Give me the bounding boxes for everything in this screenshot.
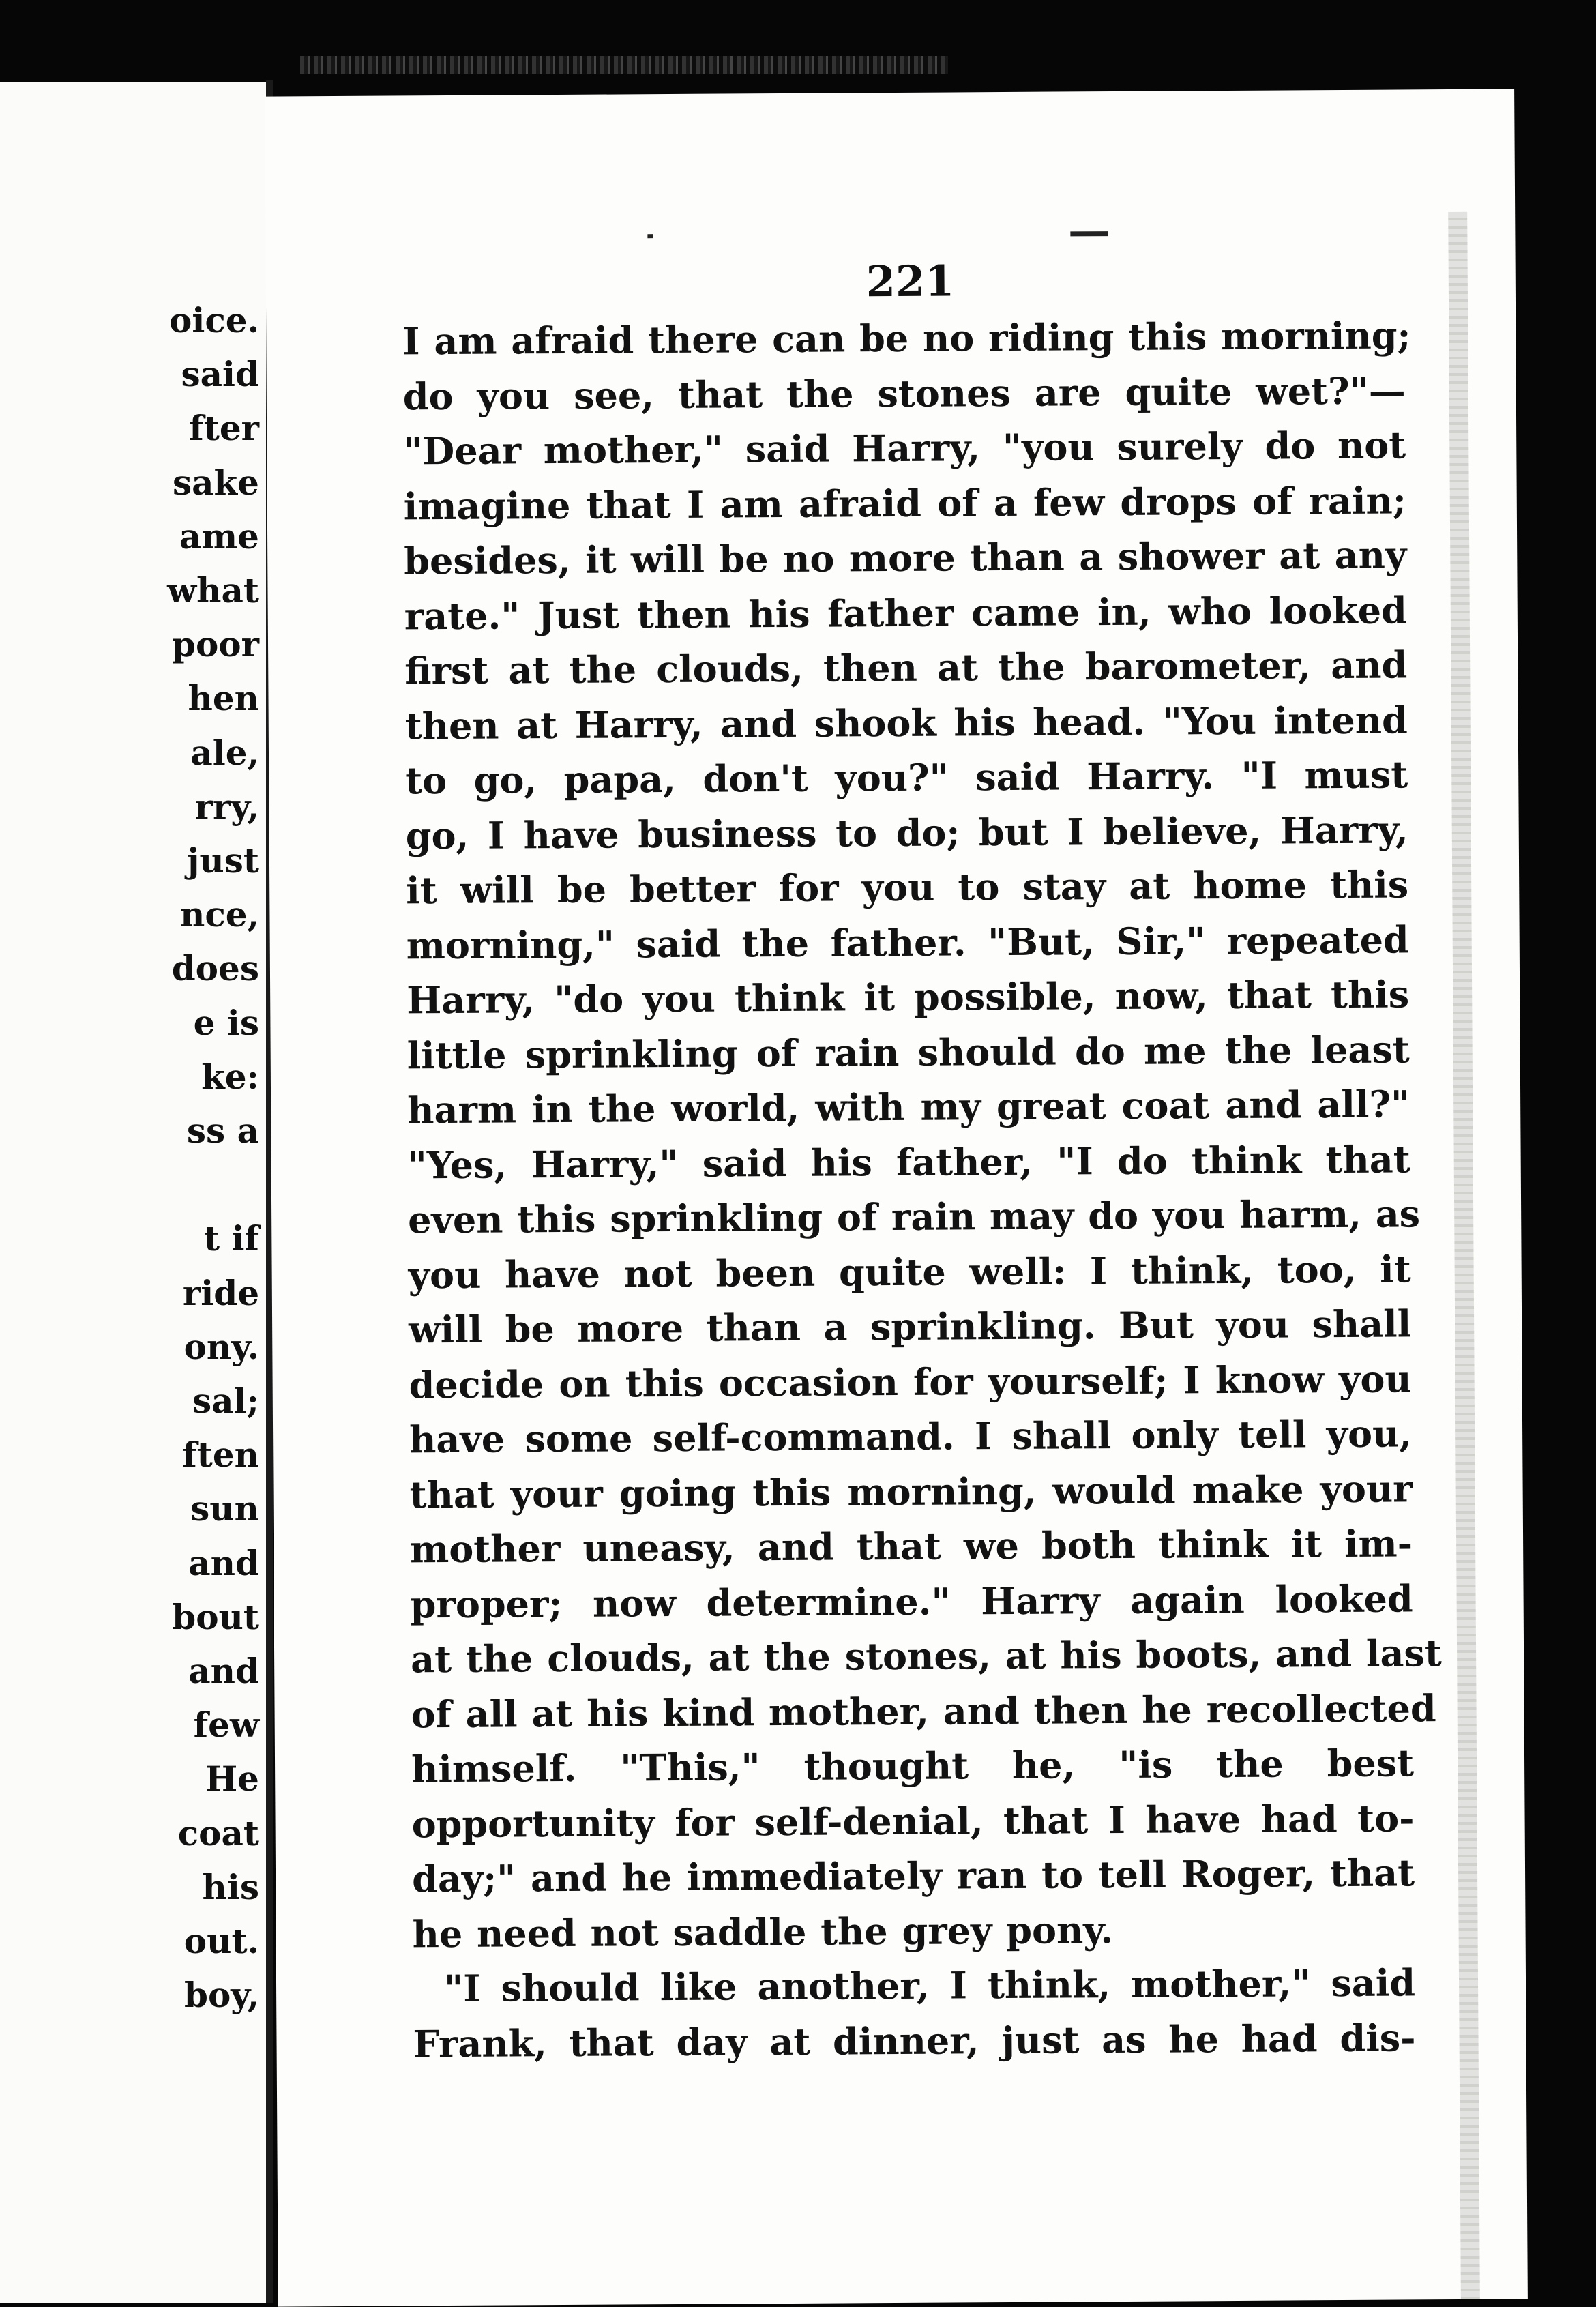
left-page-fragment: just xyxy=(187,840,259,881)
page-edge-stack xyxy=(1448,212,1480,2299)
text-line: of all at his kind mother, and then he recollected xyxy=(411,1686,1436,1736)
text-line: mother uneasy, and that we both think it im- xyxy=(409,1521,1413,1572)
left-page-fragment: boy, xyxy=(184,1975,259,2016)
text-line: even this sprinkling of rain may do you harm, as xyxy=(407,1192,1421,1242)
text-line: then at Harry, and shook his head. "You intend xyxy=(404,697,1408,748)
paragraph xyxy=(413,1955,1416,2071)
text-line: morning," said the father. "But, Sir," repeated xyxy=(406,917,1409,967)
left-page-fragment: sal; xyxy=(192,1381,259,1422)
left-page-fragment: He xyxy=(205,1759,259,1799)
left-page-fragment: nce, xyxy=(179,894,259,935)
text-line: he need not saddle the grey pony. xyxy=(412,1907,1114,1956)
left-page-text-fragments xyxy=(167,293,259,2023)
text-line: imagine that I am afraid of a few drops of rain; xyxy=(403,477,1406,528)
left-page-fragment: and xyxy=(188,1651,259,1692)
text-line: Frank, that day at dinner, just as he had dis- xyxy=(413,2015,1416,2066)
binding-edge-strip xyxy=(300,56,948,74)
text-line: do you see, that the stones are quite wet?"— xyxy=(402,368,1406,418)
text-line: to go, papa, don't you?" said Harry. "I must xyxy=(405,752,1408,803)
left-page-fragment: oice. xyxy=(168,300,259,340)
text-line: will be more than a sprinkling. But you shall xyxy=(408,1302,1412,1352)
text-line: have some self-command. I shall only tell you, xyxy=(409,1411,1413,1462)
text-line: proper; now determine." Harry again looked xyxy=(410,1576,1413,1626)
left-page-fragment: sun xyxy=(190,1488,259,1529)
left-page-fragment: ke: xyxy=(201,1056,259,1097)
text-line: Harry, "do you think it possible, now, that this xyxy=(407,972,1410,1023)
text-line: I am afraid there can be no riding this morning; xyxy=(402,313,1411,364)
left-page-fragment: what xyxy=(167,570,259,611)
left-page-fragment: and xyxy=(188,1542,259,1583)
left-page-fragment: does xyxy=(171,948,259,989)
left-page xyxy=(0,82,266,2303)
text-line: opportunity for self-denial, that I have had to- xyxy=(411,1795,1415,1846)
text-line: at the clouds, at the stones, at his boots, and last xyxy=(410,1631,1442,1681)
left-page-fragment: bout xyxy=(172,1596,259,1637)
left-page-fragment: coat xyxy=(177,1812,259,1853)
left-page-fragment: poor xyxy=(171,624,259,665)
text-line: rate." Just then his father came in, who looked xyxy=(404,587,1407,638)
text-line: harm in the world, with my great coat and all?" xyxy=(407,1082,1410,1132)
body-text xyxy=(402,308,1442,2071)
left-page-fragment: ften xyxy=(182,1435,259,1475)
left-page-fragment: hen xyxy=(188,678,259,719)
left-page-fragment: out. xyxy=(183,1921,259,1962)
left-page-fragment: ony. xyxy=(183,1326,259,1367)
text-line: that your going this morning, would make your xyxy=(409,1466,1413,1516)
text-line: "I should like another, I think, mother," said xyxy=(443,1960,1416,2011)
left-page-fragment: his xyxy=(202,1866,259,1907)
left-page-fragment: said xyxy=(181,354,259,395)
right-page xyxy=(265,89,1528,2306)
left-page-fragment: fter xyxy=(189,408,259,449)
left-page-fragment: ale, xyxy=(190,732,259,773)
page-number: 221 xyxy=(866,256,955,307)
paragraph xyxy=(402,308,1442,1961)
text-line: "Yes, Harry," said his father, "I do think that xyxy=(407,1136,1410,1187)
text-line: day;" and he immediately ran to tell Roger, that xyxy=(411,1851,1415,1901)
left-page-fragment xyxy=(167,1158,259,1211)
text-line: little sprinkling of rain should do me the least xyxy=(407,1027,1410,1077)
left-page-fragment: sake xyxy=(172,462,259,503)
text-line: it will be better for you to stay at home this xyxy=(406,862,1409,913)
text-line: decide on this occasion for yourself; I know you xyxy=(409,1356,1412,1407)
left-page-fragment: few xyxy=(193,1705,259,1746)
text-line: "Dear mother," said Harry, "you surely do not xyxy=(403,423,1406,473)
text-line: you have not been quite well: I think, too, it xyxy=(408,1246,1411,1297)
left-page-fragment: e is xyxy=(193,1002,259,1043)
left-page-fragment: t if xyxy=(203,1218,259,1259)
page-speck xyxy=(647,234,653,238)
text-line: besides, it will be no more than a shower at any xyxy=(404,533,1407,583)
text-line: first at the clouds, then at the barometer, and xyxy=(404,643,1408,693)
page-speck xyxy=(1070,231,1108,236)
left-page-fragment: ride xyxy=(182,1272,259,1313)
text-line: himself. "This," thought he, "is the best xyxy=(411,1741,1415,1791)
left-page-fragment: rry, xyxy=(194,786,259,827)
left-page-fragment: ame xyxy=(179,516,259,557)
left-page-fragment: ss a xyxy=(186,1111,259,1151)
text-line: go, I have business to do; but I believe, Harry, xyxy=(405,807,1408,857)
